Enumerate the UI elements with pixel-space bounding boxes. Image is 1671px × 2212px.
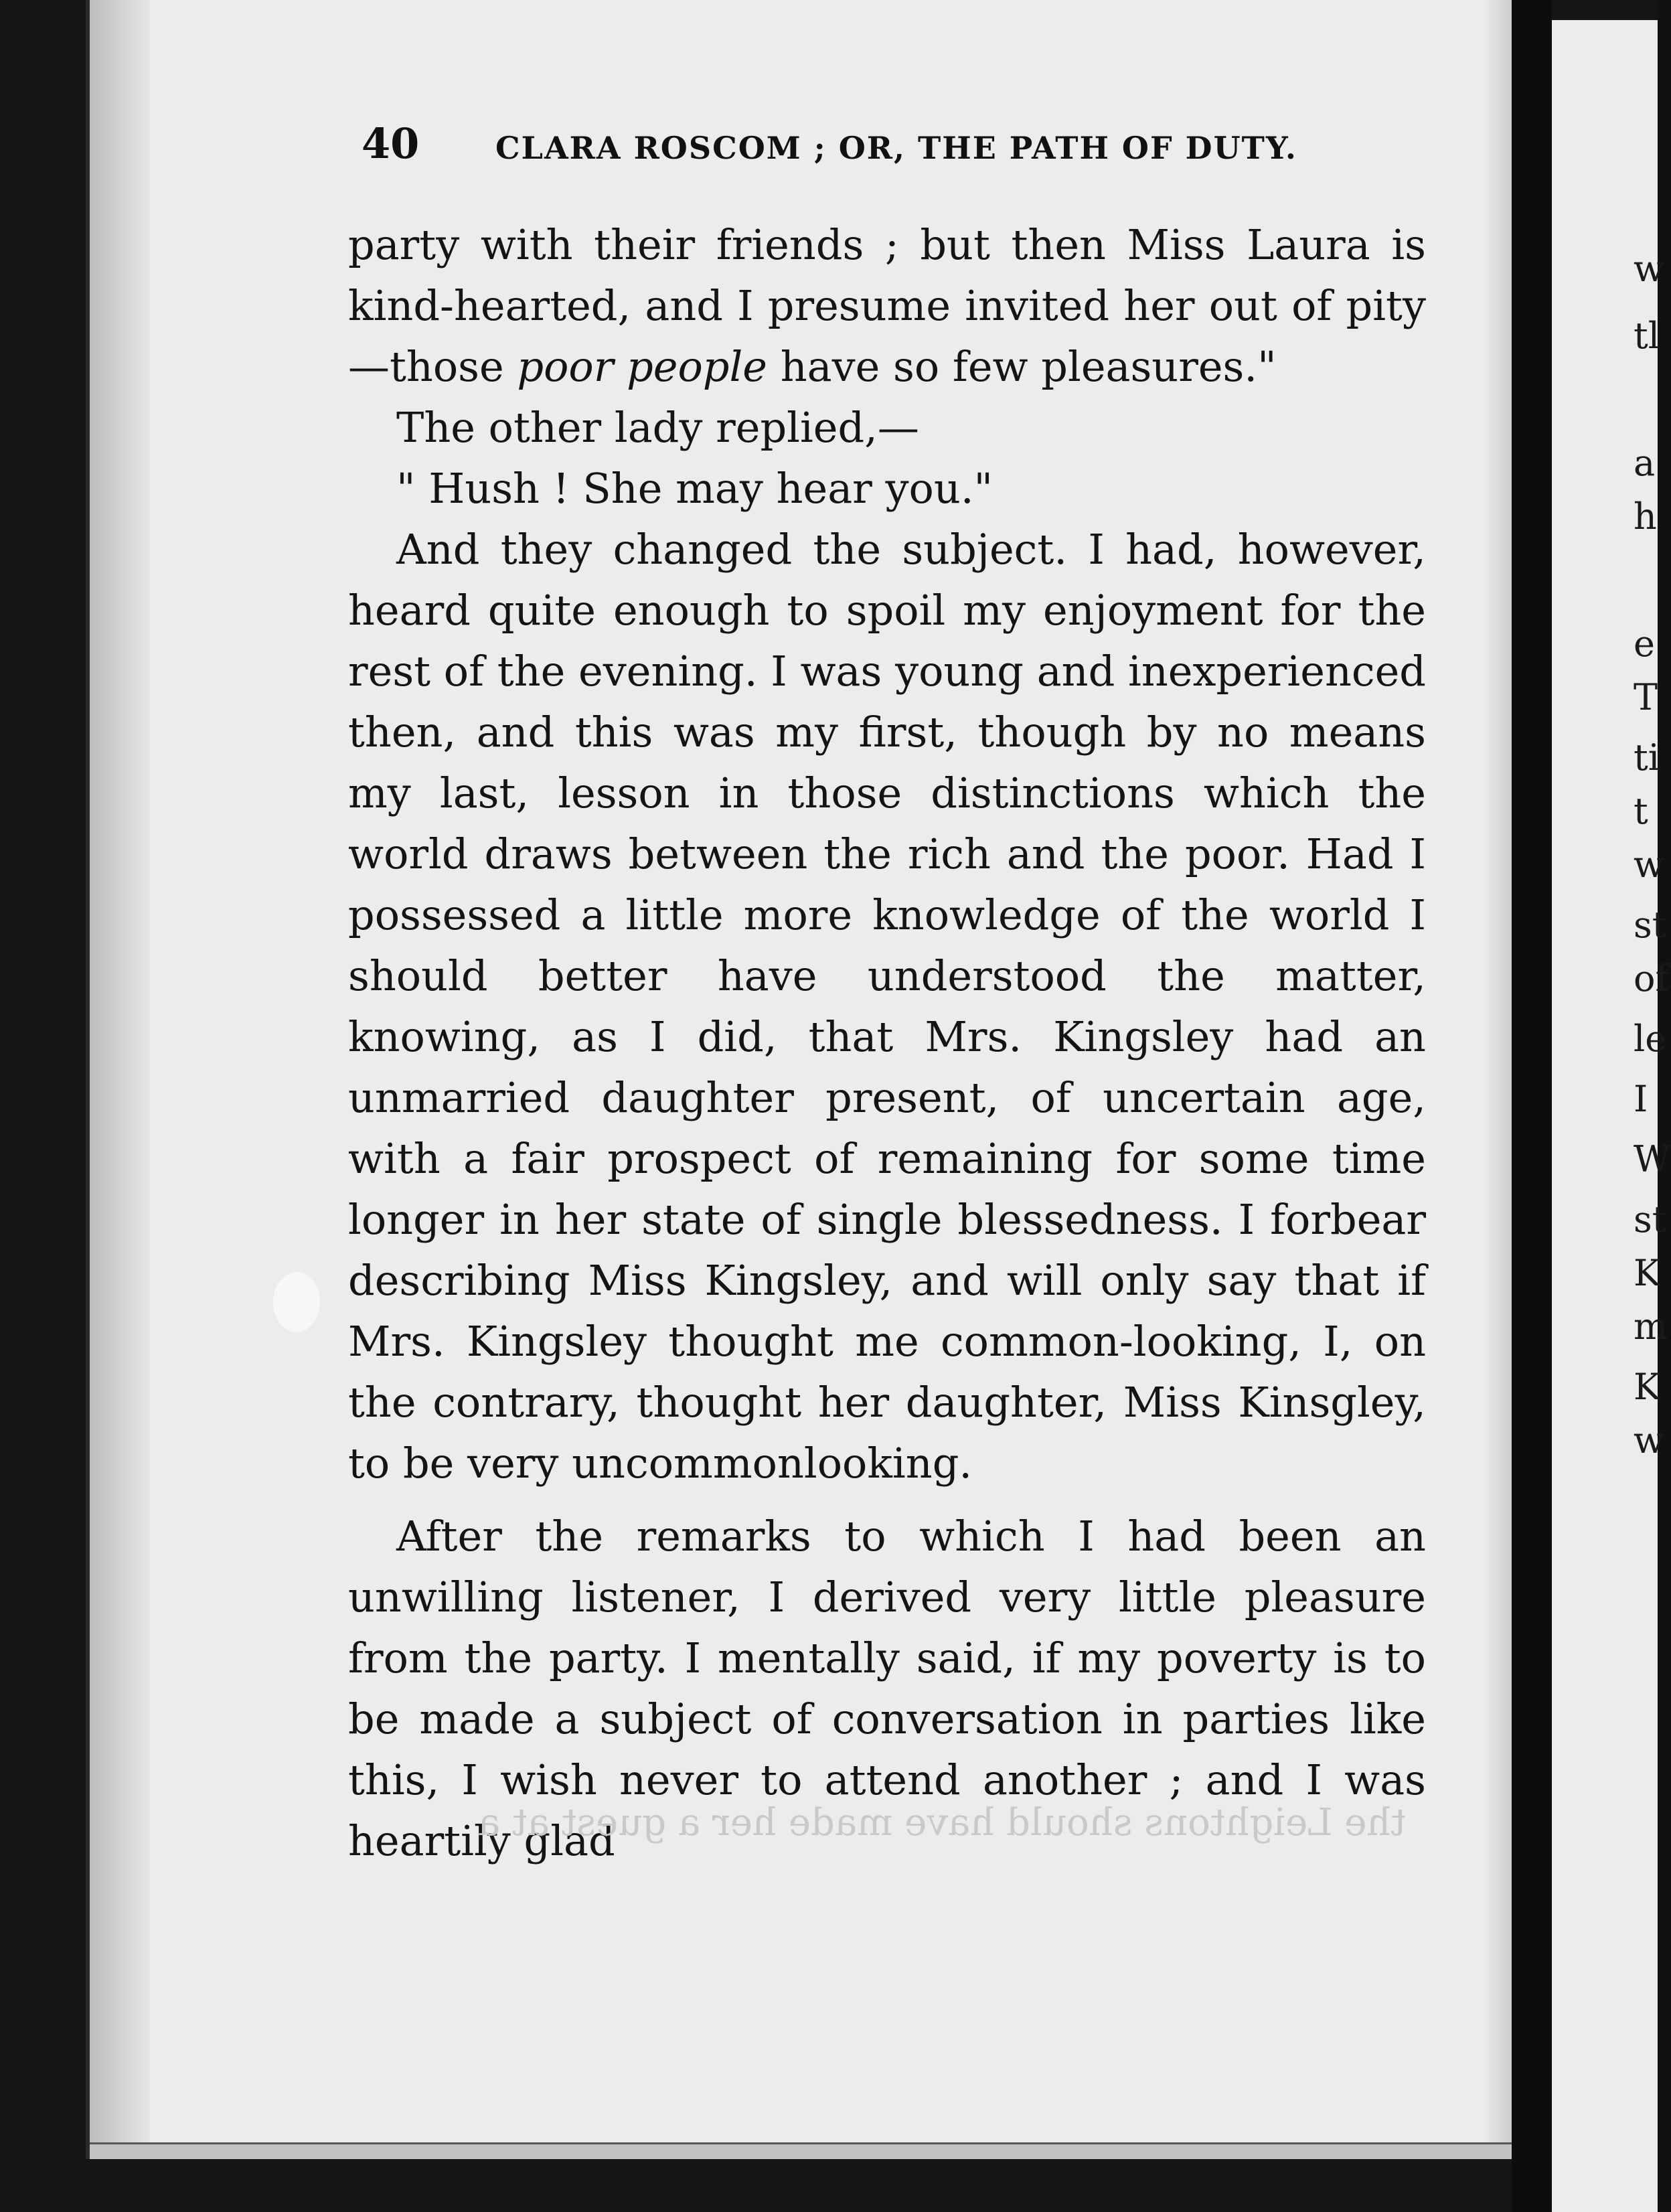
right-page-fragment: K bbox=[1634, 1366, 1661, 1408]
bleed-through-text: the Leightons should have made her a guest at a bbox=[477, 1801, 1406, 1844]
paragraph-continued bbox=[348, 214, 1426, 397]
page-number: 40 bbox=[362, 119, 420, 168]
page-header bbox=[362, 119, 1446, 179]
right-page-fragment: w bbox=[1634, 844, 1665, 886]
right-page-fragment: le bbox=[1634, 1018, 1667, 1060]
paragraph: After the remarks to which I had been an unwilling listener, I derived very little pleasure from the party. I mentally said, if my poverty is to be made a subject of conversation in parties like this, I wish never to attend another ; and I was heartily glad bbox=[348, 1512, 1426, 1865]
right-page-fragment: w bbox=[1634, 1419, 1665, 1462]
right-page-fragment: e bbox=[1634, 623, 1655, 665]
gutter-shadow bbox=[1482, 0, 1516, 2159]
right-page-fragment: st bbox=[1634, 904, 1667, 946]
right-page-fragment: ti bbox=[1634, 736, 1660, 779]
paragraph-dialogue: " Hush ! She may hear you." bbox=[396, 464, 993, 513]
right-page-fragment: a bbox=[1634, 442, 1656, 484]
page-body bbox=[348, 214, 1426, 1871]
page-bottom-edge bbox=[90, 2142, 1516, 2159]
page-edge-shadow bbox=[90, 0, 150, 2159]
right-page-fragment: W bbox=[1634, 1138, 1671, 1180]
right-page-fragment: m bbox=[1634, 1306, 1668, 1348]
right-page-fragment: h bbox=[1634, 495, 1657, 538]
italic-phrase: poor people bbox=[517, 342, 767, 391]
right-page-fragment: tl bbox=[1634, 315, 1660, 357]
running-head: CLARA ROSCOM ; OR, THE PATH OF DUTY. bbox=[495, 130, 1297, 166]
paragraph: The other lady replied,— bbox=[396, 403, 919, 452]
right-page-fragment: t bbox=[1634, 790, 1648, 832]
right-page-fragment: st bbox=[1634, 1198, 1667, 1241]
paper-smudge bbox=[273, 1272, 320, 1332]
paragraph-text-end: have so few pleasures." bbox=[767, 342, 1277, 391]
right-page-fragment: T bbox=[1634, 676, 1658, 718]
right-page-fragment: K bbox=[1634, 1252, 1661, 1294]
right-page-fragment: of bbox=[1634, 957, 1669, 1000]
right-page-fragment: w bbox=[1634, 248, 1665, 290]
paragraph: And they changed the subject. I had, however, heard quite enough to spoil my enjoyment for the rest of the evening. I was young and inexperienced then, and this was my first, though by no means my last, lesson in those distinctions which the world draws between the rich and the poor. Had I possessed a little more knowledge of the world I should better have understood the matter, knowing, as I did, that Mrs. Kingsley had an unmarried daughter present, of uncertain age, with a fair prospect of remaining for some time longer in her state of single blessedness. I forbear describing Miss Kingsley, and will only say that if Mrs. Kingsley thought me common-looking, I, on the contrary, thought her daughter, Miss Kinsgley, to be very uncommonlooking. bbox=[348, 525, 1426, 1488]
paragraph-text: party with their friends ; but then Miss Laura is kind-hearted, and I presume invited her out of pity —those bbox=[348, 220, 1426, 391]
right-page-fragment: I bbox=[1634, 1078, 1648, 1120]
book-gutter bbox=[1512, 0, 1552, 2212]
